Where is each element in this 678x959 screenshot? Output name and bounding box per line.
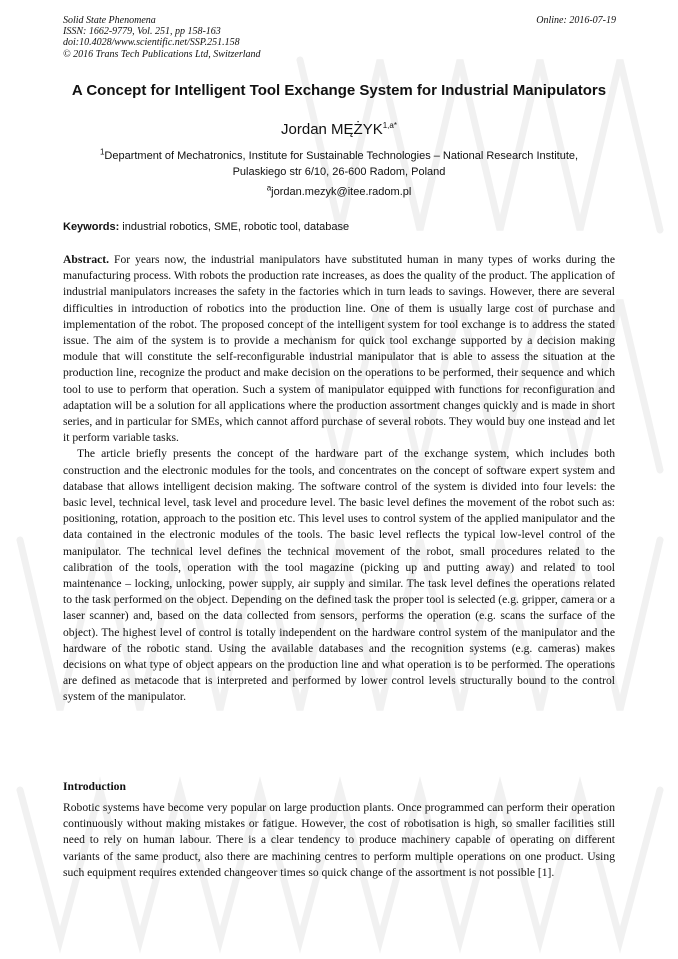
keywords-text: industrial robotics, SME, robotic tool, database <box>119 221 350 233</box>
author-line <box>63 121 615 139</box>
introduction-paragraph-1: Robotic systems have become very popular on large production plants. Once programmed can perform their operation continuously without making mistakes or fatigue. However, the cost of robotisation is high, so smaller facilities still need to rely on human labour. There is a clear tendency to produce machinery capable of operating on different variants of the same product, also there are machining centres to perform multiple operations on one product. Using such equipment requires extended changeover times so quick change of the assortment is not possible [1]. <box>63 801 615 879</box>
copyright-line: © 2016 Trans Tech Publications Ltd, Switzerland <box>63 48 261 60</box>
online-date: Online: 2016-07-19 <box>536 15 616 26</box>
doi-line[interactable]: doi:10.4028/www.scientific.net/SSP.251.158 <box>63 37 240 49</box>
introduction-section <box>63 800 615 881</box>
keywords-label: Keywords: <box>63 221 120 233</box>
email-address[interactable]: jordan.mezyk@itee.radom.pl <box>271 186 412 198</box>
paper-title: A Concept for Intelligent Tool Exchange System for Industrial Manipulators <box>71 82 607 99</box>
abstract-label: Abstract. <box>63 253 110 266</box>
keywords <box>63 220 615 234</box>
affiliation-marker: 1 <box>99 147 105 157</box>
journal-name: Solid State Phenomena <box>63 15 156 26</box>
section-heading-introduction: Introduction <box>63 780 126 793</box>
abstract <box>63 252 615 706</box>
abstract-paragraph-2: The article briefly presents the concept of the hardware part of the exchange system, which includes both construction and the electronic modules for the tools, and concentrates on the concept of software expert system and database that allows intelligent decision making. The software control of the system is divided into four levels: the basic level, technical level, task level and procedure level. The basic level defines the movement of the robot such as: positioning, rotation, approach to the position etc. This level uses to control system of the applied manipulator and the data contained in the electronic modules of the tools. The basic level reflects the typical low-level control of the manipulator. The technical level defines the technical movement of the robot, small procedures related to the calibration of the tools, operation with the tool magazine (picking up and putting away) and related to tool maintenance – locking, unlocking, power supply, air supply and similar. The task level defines the operations related to the task performed on the object. Depending on the defined task the proper tool is selected (e.g. gripper, camera or a laser scanner) and, based on the data collected from sensors, performs the operation (e.g. scans the surface of the object). The highest level of control is totally independent on the hardware control system of the manipulator and the hardware of the robotic stand. Using the available databases and the recognition systems (e.g. cameras) makes decisions on what type of object appears on the production line and what operation is to be performed. The operations are defined as metacode that is interpreted and performed by lower control levels structurally bound to the control system of the manipulator. <box>63 447 615 704</box>
abstract-paragraph-1 <box>63 252 615 446</box>
publication-info <box>63 15 261 60</box>
abstract-text-1: For years now, the industrial manipulators have substituted human in many types of works during the manufacturing process. With robots the production rate increases, as does the quality of the product. The application of industrial manipulators increases the safety in the factories which in turn leads to savings. However, there are several difficulties in introduction of robotics into the production line. One of them is usually large cost of purchase and implementation of the robot. The proposed concept of the intelligent system for tool exchange is to address the stated issue. The aim of the system is to provide a mechanism for quick tool exchange supported by a decision making module that will constitute the self-reconfigurable industrial manipulator that is able to assess the situation at the production line, recognize the product and make decision on the operations to be performed, their sequence and which tool to use to perform that operation. Such a system of manipulator equipped with functions for reconfiguration and adaptation will be a solution for all applications where the production assortment changes quickly and is made in short series, and in particular for SMEs, which cannot afford purchase of several robots. They would buy one instead and let it perform variable tasks. <box>63 253 615 445</box>
author-name: Jordan MĘŻYK <box>281 121 383 138</box>
affiliation-line-2: Pulaskiego str 6/10, 26-600 Radom, Poland <box>232 166 446 178</box>
author-email <box>63 185 615 199</box>
affiliation <box>63 148 615 180</box>
issn-line: ISSN: 1662-9779, Vol. 251, pp 158-163 <box>63 26 221 38</box>
author-superscript: 1,a* <box>382 121 397 130</box>
email-marker: a <box>266 183 272 193</box>
affiliation-line-1: Department of Mechatronics, Institute for Sustainable Technologies – National Research Institute, <box>104 150 579 162</box>
